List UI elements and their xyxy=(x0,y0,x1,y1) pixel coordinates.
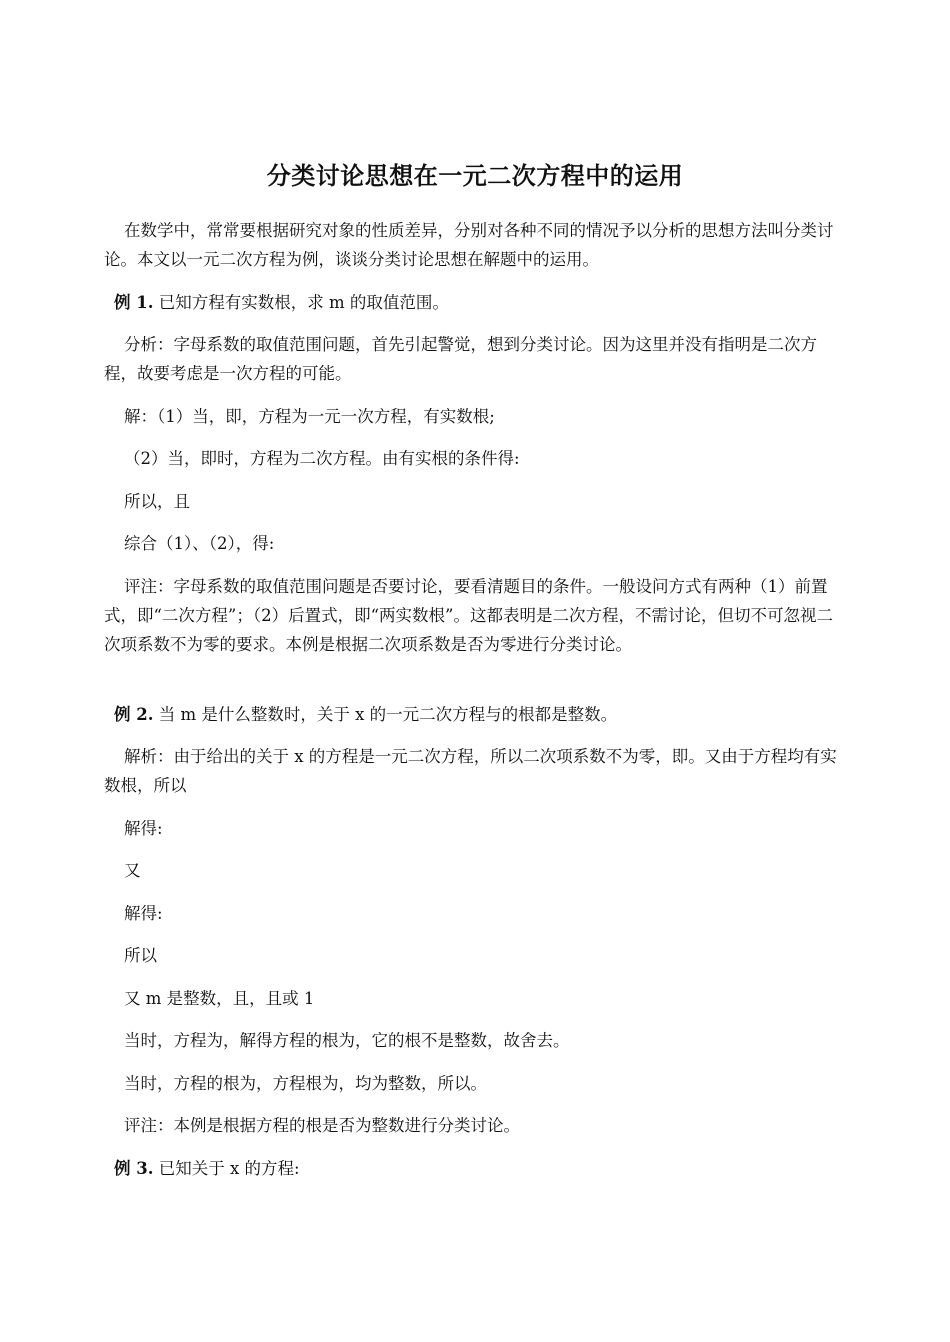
example-1-comment: 评注：字母系数的取值范围问题是否要讨论，要看清题目的条件。一般设问方式有两种（1）前置式，即“二次方程”；（2）后置式，即“两实数根”。这都表明是二次方程，不需讨论，但切不可忽视二次项系数不为零的要求。本例是根据二次项系数是否为零进行分类讨论。 xyxy=(104,577,833,654)
example-2-label: 例 2. xyxy=(114,705,154,724)
example-2-line: 又 m 是整数，且，且或 1 xyxy=(124,989,315,1008)
example-1-step-3: 所以，且 xyxy=(124,492,190,511)
example-1-text: 已知方程有实数根，求 m 的取值范围。 xyxy=(158,293,449,312)
example-2-line: 解得: xyxy=(124,819,163,838)
example-2-statement xyxy=(114,700,858,729)
example-1-summary: 综合（1）、（2），得: xyxy=(124,534,275,553)
example-1-label: 例 1. xyxy=(114,293,154,312)
example-1-analysis: 分析：字母系数的取值范围问题，首先引起警觉，想到分类讨论。因为这里并没有指明是二次方程，故要考虑是一次方程的可能。 xyxy=(104,335,817,383)
example-3-statement xyxy=(114,1154,858,1183)
example-1-solution-2: （2）当，即时，方程为二次方程。由有实根的条件得: xyxy=(124,449,520,468)
example-3-label: 例 3. xyxy=(114,1159,154,1178)
example-2-text: 当 m 是什么整数时，关于 x 的一元二次方程与的根都是整数。 xyxy=(158,705,618,724)
example-1-solution-1: 解：（1）当，即，方程为一元一次方程，有实数根; xyxy=(124,407,495,426)
page-title: 分类讨论思想在一元二次方程中的运用 xyxy=(266,162,684,190)
example-2-line: 所以 xyxy=(124,946,157,965)
example-1-statement xyxy=(114,288,858,317)
example-3-text: 已知关于 x 的方程: xyxy=(158,1159,300,1178)
example-2-analysis: 解析：由于给出的关于 x 的方程是一元二次方程，所以二次项系数不为零，即。又由于方程均有实数根，所以 xyxy=(104,747,837,795)
example-2-comment: 评注：本例是根据方程的根是否为整数进行分类讨论。 xyxy=(124,1116,520,1135)
intro-paragraph: 在数学中，常常要根据研究对象的性质差异，分别对各种不同的情况予以分析的思想方法叫分类讨论。本文以一元二次方程为例，谈谈分类讨论思想在解题中的运用。 xyxy=(104,221,834,269)
example-2-line: 解得: xyxy=(124,904,163,923)
example-2-line: 当时，方程的根为，方程根为，均为整数，所以。 xyxy=(124,1074,487,1093)
example-2-line: 又 xyxy=(124,861,141,880)
example-2-line: 当时，方程为，解得方程的根为，它的根不是整数，故舍去。 xyxy=(124,1031,570,1050)
